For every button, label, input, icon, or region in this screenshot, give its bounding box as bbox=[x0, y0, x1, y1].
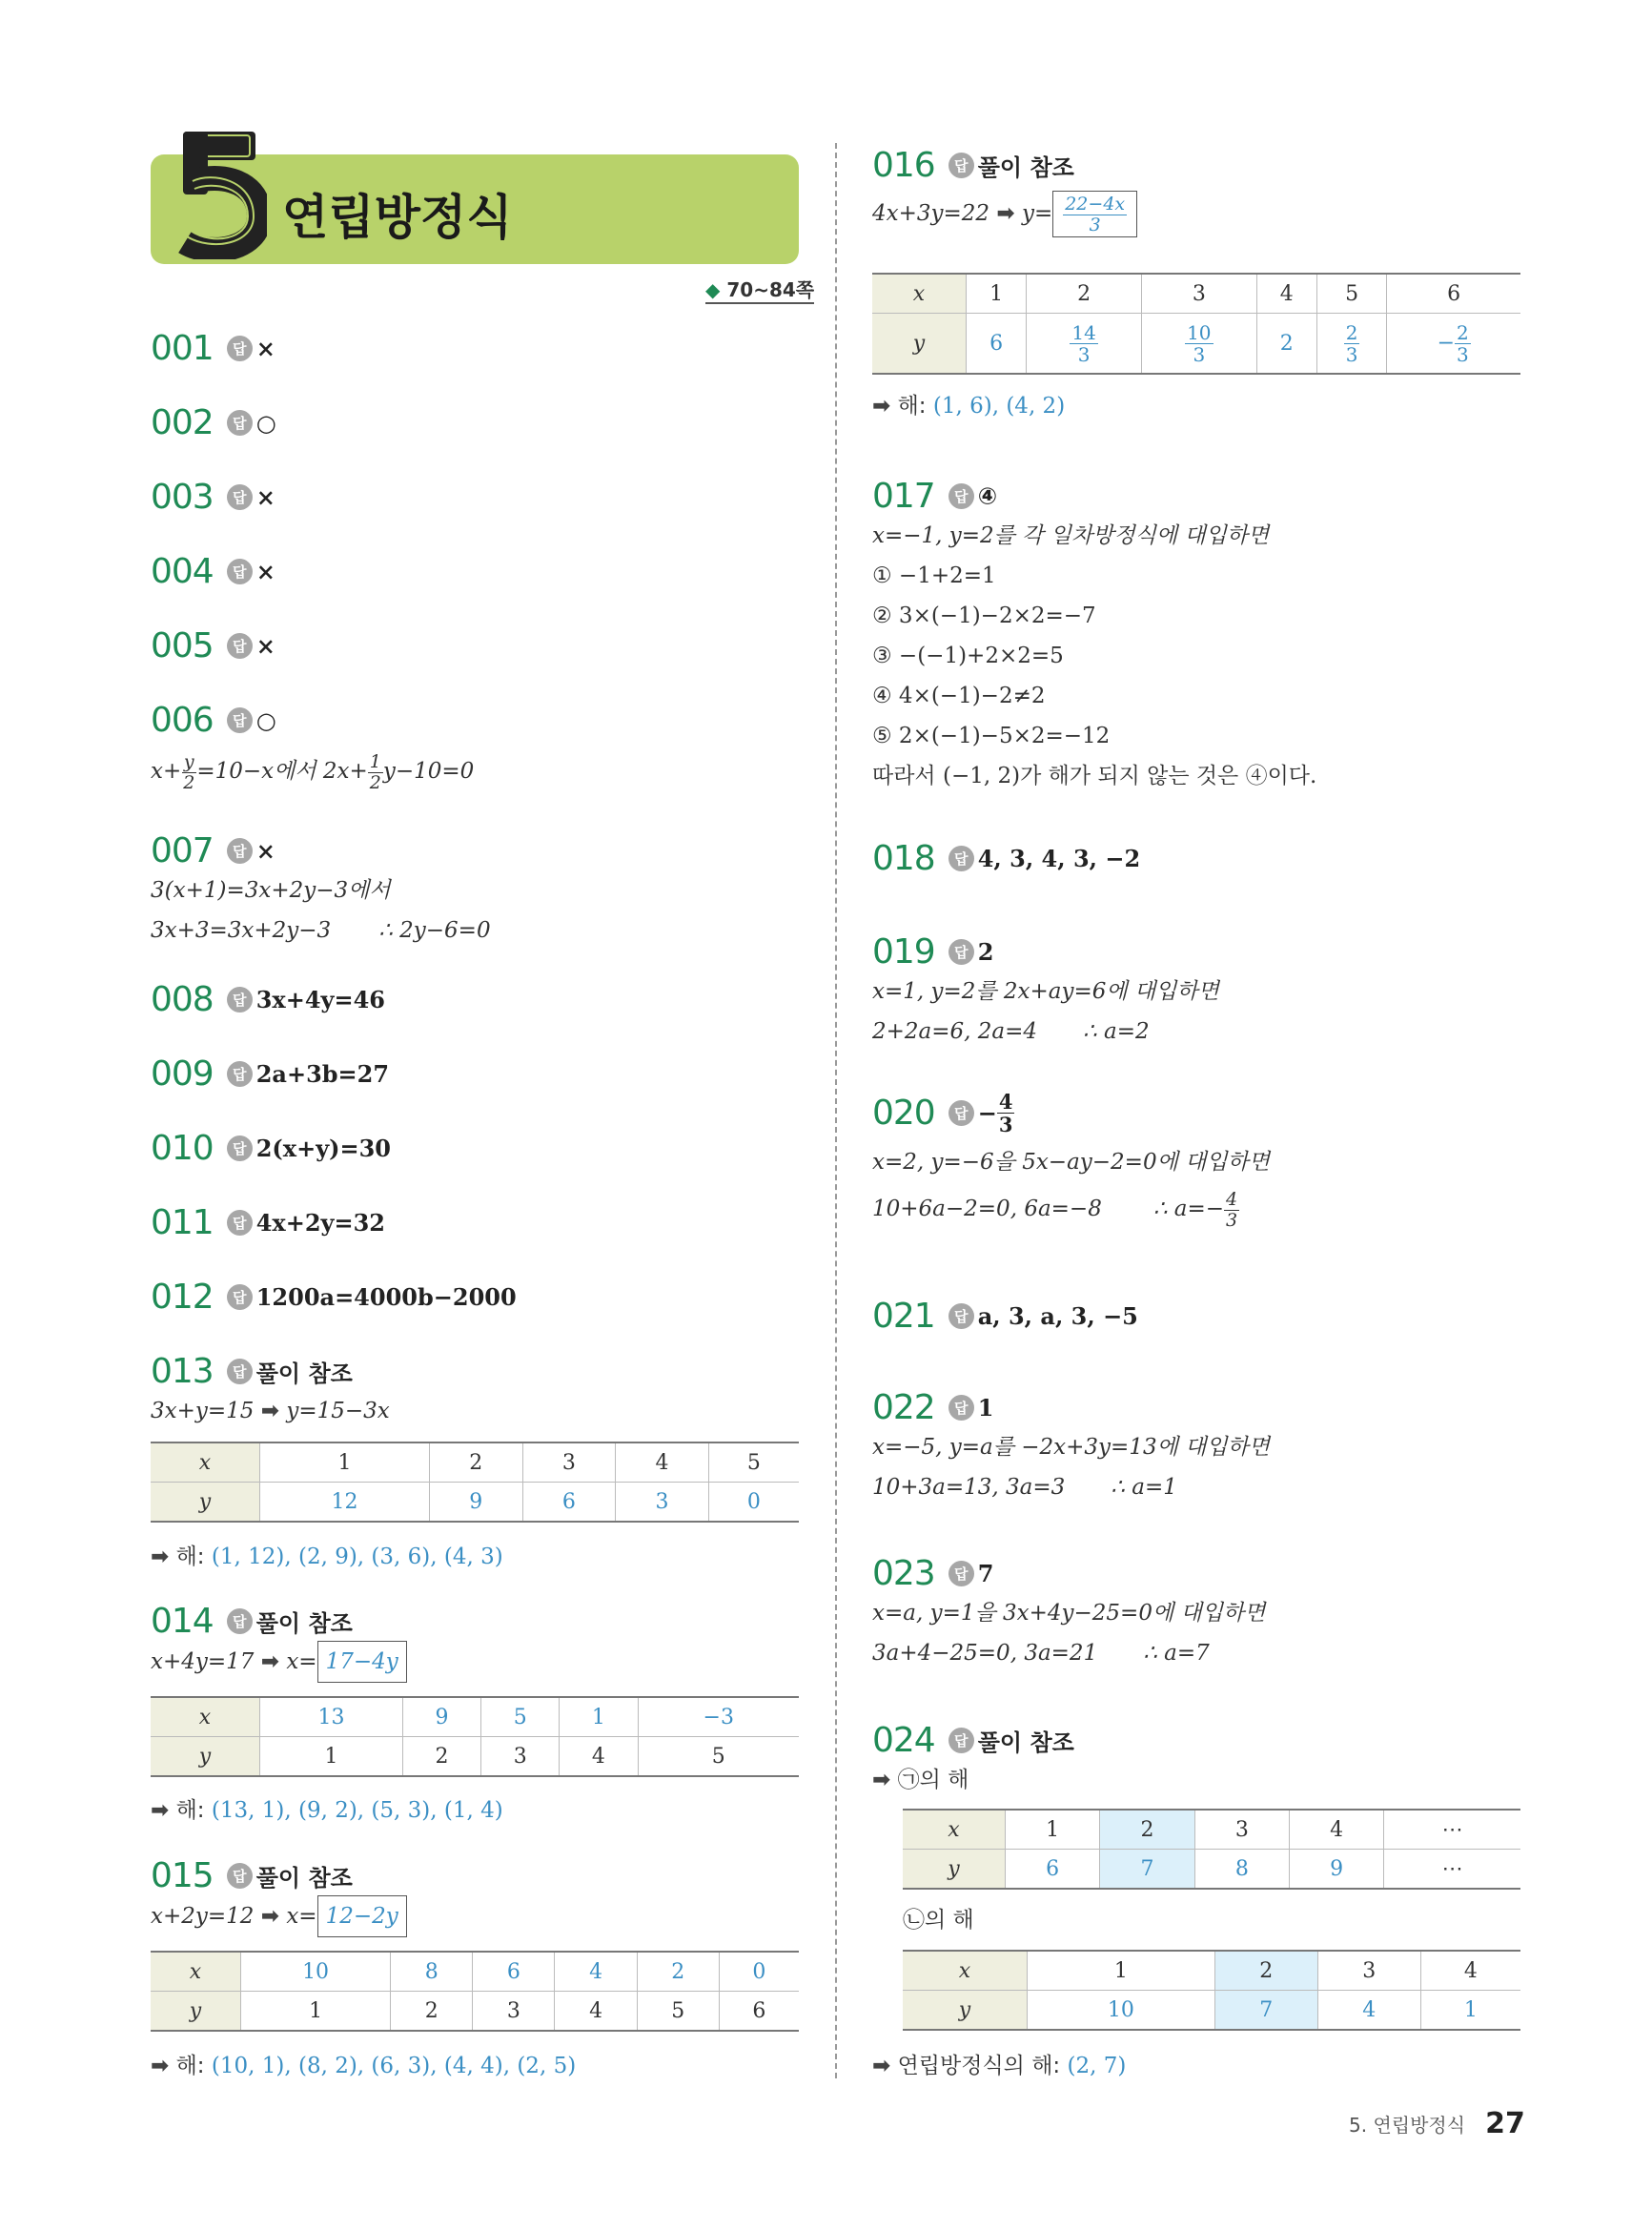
cell: 6 bbox=[473, 1952, 555, 1992]
item-number: 022 bbox=[872, 1388, 935, 1427]
cell: 6 bbox=[1006, 1850, 1100, 1890]
cell: 1 bbox=[260, 1737, 403, 1777]
item-number: 007 bbox=[151, 831, 214, 870]
cell: 9 bbox=[1289, 1850, 1383, 1890]
item-021 bbox=[872, 1297, 1520, 1336]
right-arrow-icon: ➡ bbox=[260, 1649, 280, 1674]
answer-badge-icon: 답 bbox=[227, 707, 253, 733]
answer-badge-icon: 답 bbox=[227, 559, 253, 584]
answer: ④ bbox=[977, 482, 998, 510]
explanation-line: x=−1, y=2를 각 일차방정식에 대입하면 bbox=[872, 523, 1270, 548]
item-number: 011 bbox=[151, 1203, 214, 1242]
item-024 bbox=[872, 1721, 1520, 1800]
answer-badge-icon: 답 bbox=[227, 1284, 253, 1310]
item-014 bbox=[151, 1602, 799, 1683]
chapter-number-graphic bbox=[172, 126, 267, 263]
cell: 10 bbox=[241, 1952, 391, 1992]
header-y: y bbox=[151, 1483, 260, 1523]
table-014 bbox=[151, 1696, 799, 1777]
explanation-line: x=a, y=1을 3x+4y−25=0에 대입하면 bbox=[872, 1601, 1266, 1626]
cell: 4 bbox=[1420, 1951, 1520, 1991]
item-number: 003 bbox=[151, 478, 214, 517]
denominator: 2 bbox=[183, 771, 195, 793]
answer-fraction bbox=[997, 1092, 1015, 1135]
explanation-line bbox=[872, 1467, 1520, 1507]
expr: 4x+3y=22 bbox=[872, 201, 990, 226]
cell: 3 bbox=[1194, 1810, 1289, 1850]
answer-badge-icon: 답 bbox=[227, 1863, 253, 1889]
fraction bbox=[1063, 195, 1127, 235]
header-x: x bbox=[872, 274, 967, 314]
cell: −3 bbox=[638, 1697, 799, 1737]
header-y: y bbox=[872, 314, 967, 375]
right-arrow-icon: ➡ bbox=[260, 1399, 280, 1423]
expr: y=15−3x bbox=[286, 1399, 390, 1423]
cell: 6 bbox=[967, 314, 1027, 375]
item-010 bbox=[151, 1129, 799, 1168]
subheading-text: ㉠의 해 bbox=[897, 1768, 969, 1792]
item-013 bbox=[151, 1352, 799, 1431]
expr: 10+6a−2=0, 6a=−8 bbox=[872, 1197, 1102, 1221]
expr: ∴ a=1 bbox=[1111, 1475, 1177, 1500]
cell: 5 bbox=[708, 1442, 799, 1483]
cell: 3 bbox=[616, 1483, 709, 1523]
right-arrow-icon: ➡ bbox=[872, 2054, 891, 2078]
cell-fraction bbox=[1141, 314, 1256, 375]
answer-badge-icon: 답 bbox=[227, 838, 253, 864]
answer-badge-icon: 답 bbox=[227, 987, 253, 1013]
item-number: 019 bbox=[872, 932, 935, 972]
cell-fraction: − $\frac{2}{3}$ bbox=[1387, 314, 1520, 375]
explanation-line bbox=[151, 1895, 799, 1937]
solution-013 bbox=[151, 1537, 799, 1577]
numerator: 2 bbox=[1457, 320, 1469, 344]
item-number: 001 bbox=[151, 329, 214, 368]
answer: 2a+3b=27 bbox=[255, 1060, 390, 1088]
answer-badge-icon: 답 bbox=[948, 483, 974, 509]
answer: 2 bbox=[977, 938, 994, 966]
cell: 3 bbox=[1317, 1951, 1420, 1991]
item-number: 004 bbox=[151, 552, 214, 591]
answer: 3x+4y=46 bbox=[255, 986, 385, 1013]
answer-badge-icon: 답 bbox=[948, 1561, 974, 1586]
expr: ∴ 2y−6=0 bbox=[378, 918, 491, 943]
solution-016 bbox=[872, 386, 1520, 426]
subheading-1 bbox=[872, 1760, 1520, 1800]
item-008 bbox=[151, 980, 799, 1019]
explanation-line bbox=[872, 1012, 1520, 1052]
explanation-line bbox=[151, 1641, 799, 1683]
option-1: ① −1+2=1 bbox=[872, 563, 996, 588]
answer: × bbox=[255, 837, 275, 865]
expr: ∴ a=7 bbox=[1143, 1641, 1210, 1666]
sol-label: 해: bbox=[175, 1545, 205, 1569]
cube-icon: ◆ bbox=[705, 278, 721, 301]
sol-value: (1, 6), (4, 2) bbox=[932, 394, 1066, 419]
answer: 7 bbox=[977, 1560, 994, 1587]
numerator: 10 bbox=[1187, 320, 1212, 344]
item-number: 017 bbox=[872, 477, 935, 516]
cell: 2 bbox=[637, 1952, 719, 1992]
answer: a, 3, a, 3, −5 bbox=[977, 1302, 1138, 1330]
expr: ∴ a=2 bbox=[1083, 1019, 1150, 1044]
denominator: 3 bbox=[1089, 214, 1101, 235]
final-label: 연립방정식의 해: bbox=[897, 2054, 1061, 2078]
answer-badge-icon: 답 bbox=[948, 1100, 974, 1126]
item-020 bbox=[872, 1092, 1520, 1236]
item-number: 024 bbox=[872, 1721, 935, 1760]
explanation-line bbox=[872, 1182, 1520, 1236]
cell: 4 bbox=[616, 1442, 709, 1483]
solution-014 bbox=[151, 1790, 799, 1831]
expr: 3a+4−25=0, 3a=21 bbox=[872, 1641, 1098, 1666]
final-solution bbox=[872, 2046, 1520, 2086]
cell: 1 bbox=[260, 1442, 430, 1483]
sol-value: (1, 12), (2, 9), (3, 6), (4, 3) bbox=[211, 1545, 503, 1569]
answer: 풀이 참조 bbox=[255, 1361, 353, 1387]
explanation-line bbox=[872, 191, 1520, 237]
explanation-line: x=−5, y=a를 −2x+3y=13에 대입하면 bbox=[872, 1435, 1270, 1460]
right-arrow-icon: ➡ bbox=[151, 1798, 170, 1823]
cell: 1 bbox=[560, 1697, 638, 1737]
answer: 풀이 참조 bbox=[255, 1610, 353, 1637]
answer-badge-icon: 답 bbox=[948, 1395, 974, 1421]
item-017 bbox=[872, 477, 1520, 796]
explanation-line: 3(x+1)=3x+2y−3에서 bbox=[151, 878, 391, 903]
cell-highlight: 2 bbox=[1100, 1810, 1194, 1850]
item-019 bbox=[872, 932, 1520, 1052]
boxed-expr bbox=[1052, 191, 1137, 237]
explanation-line bbox=[872, 1633, 1520, 1673]
item-number: 023 bbox=[872, 1554, 935, 1593]
cell: 2 bbox=[429, 1442, 522, 1483]
option-5: ⑤ 2×(−1)−5×2=−12 bbox=[872, 724, 1111, 748]
denominator: 3 bbox=[1345, 342, 1358, 366]
expr: =10−x에서 2x+ bbox=[196, 759, 368, 784]
header-x: x bbox=[903, 1810, 1006, 1850]
cell: 4 bbox=[560, 1737, 638, 1777]
cell: 3 bbox=[1141, 274, 1256, 314]
cell-fraction bbox=[1027, 314, 1142, 375]
answer-badge-icon: 답 bbox=[227, 1135, 253, 1161]
sol-value: (10, 1), (8, 2), (6, 3), (4, 4), (2, 5) bbox=[211, 2054, 577, 2078]
denominator: 3 bbox=[998, 1113, 1013, 1136]
item-number: 018 bbox=[872, 839, 935, 878]
denominator: 3 bbox=[1457, 342, 1469, 366]
table-024-a bbox=[903, 1809, 1520, 1890]
answer-badge-icon: 답 bbox=[227, 1359, 253, 1384]
fraction bbox=[181, 750, 196, 793]
option-2: ② 3×(−1)−2×2=−7 bbox=[872, 604, 1096, 628]
boxed-expr: 12−2y bbox=[317, 1895, 407, 1937]
cell-highlight: 7 bbox=[1214, 1991, 1317, 2031]
answer-badge-icon: 답 bbox=[948, 1728, 974, 1753]
column-divider bbox=[835, 143, 837, 2078]
answer-badge-icon: 답 bbox=[227, 1210, 253, 1236]
answer-badge-icon: 답 bbox=[227, 484, 253, 510]
expr: x+ bbox=[151, 759, 182, 784]
item-004 bbox=[151, 552, 799, 591]
final-value: (2, 7) bbox=[1067, 2054, 1127, 2078]
item-number: 002 bbox=[151, 403, 214, 442]
answer-badge-icon: 답 bbox=[948, 153, 974, 178]
cell: 3 bbox=[522, 1442, 616, 1483]
item-001 bbox=[151, 329, 799, 368]
explanation-line bbox=[151, 751, 799, 792]
fraction bbox=[368, 750, 383, 793]
page-range bbox=[705, 275, 814, 304]
header-x: x bbox=[151, 1697, 260, 1737]
table-013 bbox=[151, 1442, 799, 1523]
item-022 bbox=[872, 1388, 1520, 1507]
expr: x+2y=12 bbox=[151, 1904, 255, 1929]
option-4: ④ 4×(−1)−2≠2 bbox=[872, 684, 1046, 708]
denominator: 3 bbox=[1077, 342, 1091, 366]
item-002 bbox=[151, 403, 799, 442]
expr: y−10=0 bbox=[382, 759, 475, 784]
cell: 2 bbox=[391, 1992, 473, 2032]
numerator: 2 bbox=[1345, 320, 1358, 344]
page-number: 27 bbox=[1485, 2107, 1525, 2140]
header-y: y bbox=[151, 1992, 241, 2032]
explanation-line: x=2, y=−6을 5x−ay−2=0에 대입하면 bbox=[872, 1150, 1270, 1175]
header-x: x bbox=[151, 1952, 241, 1992]
item-number: 012 bbox=[151, 1278, 214, 1317]
answer: 4x+2y=32 bbox=[255, 1209, 385, 1237]
numerator: 22−4x bbox=[1065, 193, 1126, 215]
numerator: 1 bbox=[369, 750, 381, 772]
sol-label: 해: bbox=[175, 1798, 205, 1823]
item-016 bbox=[872, 146, 1520, 237]
sol-label: 해: bbox=[897, 394, 927, 419]
cell: 4 bbox=[555, 1952, 637, 1992]
subheading-2: ㉡의 해 bbox=[903, 1908, 974, 1933]
cell: 5 bbox=[481, 1697, 560, 1737]
denominator: 3 bbox=[1193, 342, 1206, 366]
item-009 bbox=[151, 1054, 799, 1094]
answer: 4, 3, 4, 3, −2 bbox=[977, 845, 1141, 872]
item-012 bbox=[151, 1278, 799, 1317]
answer: × bbox=[255, 632, 275, 660]
answer: 1 bbox=[977, 1394, 994, 1422]
boxed-expr: 17−4y bbox=[317, 1641, 407, 1683]
explanation-line: x=1, y=2를 2x+ay=6에 대입하면 bbox=[872, 979, 1219, 1004]
item-005 bbox=[151, 626, 799, 665]
footer-chapter: 5. 연립방정식 bbox=[1349, 2114, 1466, 2137]
answer-badge-icon: 답 bbox=[227, 1061, 253, 1087]
item-number: 015 bbox=[151, 1856, 214, 1895]
item-007 bbox=[151, 831, 799, 951]
expr: x= bbox=[286, 1904, 317, 1929]
cell-highlight: 2 bbox=[1214, 1951, 1317, 1991]
item-number: 008 bbox=[151, 980, 214, 1019]
cell: 5 bbox=[637, 1992, 719, 2032]
cell: 12 bbox=[260, 1483, 430, 1523]
table-016 bbox=[872, 273, 1520, 375]
cell: 6 bbox=[522, 1483, 616, 1523]
cell: 4 bbox=[1289, 1810, 1383, 1850]
solution-015 bbox=[151, 2046, 799, 2086]
item-011 bbox=[151, 1203, 799, 1242]
explanation-line bbox=[151, 1391, 799, 1431]
answer: × bbox=[255, 483, 275, 511]
sol-value: (13, 1), (9, 2), (5, 3), (1, 4) bbox=[211, 1798, 503, 1823]
item-number: 021 bbox=[872, 1297, 935, 1336]
cell: 9 bbox=[429, 1483, 522, 1523]
item-023 bbox=[872, 1554, 1520, 1673]
chapter-title: 연립방정식 bbox=[282, 190, 513, 245]
cell: 1 bbox=[241, 1992, 391, 2032]
answer: 풀이 참조 bbox=[977, 154, 1074, 181]
item-number: 016 bbox=[872, 146, 935, 185]
numerator: y bbox=[183, 750, 194, 772]
cell: 1 bbox=[1420, 1991, 1520, 2031]
expr: 2+2a=6, 2a=4 bbox=[872, 1019, 1038, 1044]
cell: 8 bbox=[1194, 1850, 1289, 1890]
fraction bbox=[1224, 1188, 1239, 1231]
cell: 4 bbox=[1256, 274, 1316, 314]
cell: 6 bbox=[1387, 274, 1520, 314]
page-range-text: 70~84쪽 bbox=[726, 278, 815, 301]
numerator: 14 bbox=[1071, 320, 1096, 344]
answer-badge-icon: 답 bbox=[948, 846, 974, 871]
explanation-line bbox=[151, 910, 799, 951]
cell: 13 bbox=[260, 1697, 403, 1737]
item-015 bbox=[151, 1856, 799, 1937]
cell: 2 bbox=[1027, 274, 1142, 314]
expr: 3x+3=3x+2y−3 bbox=[151, 918, 332, 943]
header-y: y bbox=[151, 1737, 260, 1777]
footer bbox=[1349, 2107, 1525, 2140]
cell: 4 bbox=[1317, 1991, 1420, 2031]
item-number: 006 bbox=[151, 701, 214, 740]
right-arrow-icon: ➡ bbox=[151, 2054, 170, 2078]
item-number: 010 bbox=[151, 1129, 214, 1168]
cell: ⋯ bbox=[1384, 1850, 1520, 1890]
expr: ∴ a=− bbox=[1152, 1197, 1225, 1221]
expr: 10+3a=13, 3a=3 bbox=[872, 1475, 1066, 1500]
header-y: y bbox=[903, 1850, 1006, 1890]
cell: 5 bbox=[1316, 274, 1386, 314]
cell: 10 bbox=[1028, 1991, 1215, 2031]
answer-sign: − bbox=[977, 1099, 997, 1127]
denominator: 2 bbox=[369, 771, 381, 793]
item-006 bbox=[151, 701, 799, 792]
cell: 4 bbox=[555, 1992, 637, 2032]
cell: ⋯ bbox=[1384, 1810, 1520, 1850]
expr: x= bbox=[286, 1649, 317, 1674]
numerator: 4 bbox=[1226, 1188, 1238, 1210]
cell: 0 bbox=[719, 1952, 799, 1992]
answer-badge-icon: 답 bbox=[227, 1608, 253, 1634]
denominator: 3 bbox=[1226, 1209, 1238, 1231]
cell: 1 bbox=[1028, 1951, 1215, 1991]
cell: 5 bbox=[638, 1737, 799, 1777]
expr: 3x+y=15 bbox=[151, 1399, 255, 1423]
cell: 3 bbox=[473, 1992, 555, 2032]
answer: × bbox=[255, 558, 275, 585]
answer-badge-icon: 답 bbox=[227, 410, 253, 436]
answer: 1200a=4000b−2000 bbox=[255, 1283, 517, 1311]
answer-badge-icon: 답 bbox=[227, 336, 253, 361]
sol-label: 해: bbox=[175, 2054, 205, 2078]
cell: 1 bbox=[967, 274, 1027, 314]
item-018 bbox=[872, 839, 1520, 878]
answer-badge-icon: 답 bbox=[227, 633, 253, 659]
cell: 8 bbox=[391, 1952, 473, 1992]
right-arrow-icon: ➡ bbox=[151, 1545, 170, 1569]
answer-badge-icon: 답 bbox=[948, 1303, 974, 1329]
answer-badge-icon: 답 bbox=[948, 939, 974, 965]
cell: 2 bbox=[1256, 314, 1316, 375]
right-arrow-icon: ➡ bbox=[996, 201, 1015, 226]
item-number: 013 bbox=[151, 1352, 214, 1391]
item-number: 005 bbox=[151, 626, 214, 665]
item-number: 009 bbox=[151, 1054, 214, 1094]
right-arrow-icon: ➡ bbox=[260, 1904, 280, 1929]
table-024-b bbox=[903, 1950, 1520, 2031]
answer: × bbox=[255, 335, 275, 362]
expr: x+4y=17 bbox=[151, 1649, 255, 1674]
header-x: x bbox=[151, 1442, 260, 1483]
cell: 3 bbox=[481, 1737, 560, 1777]
cell-fraction bbox=[1316, 314, 1386, 375]
right-arrow-icon: ➡ bbox=[872, 1768, 891, 1792]
item-003 bbox=[151, 478, 799, 517]
answer: 풀이 참조 bbox=[977, 1729, 1074, 1756]
right-arrow-icon: ➡ bbox=[872, 394, 891, 419]
answer: 풀이 참조 bbox=[255, 1865, 353, 1892]
answer: 2(x+y)=30 bbox=[255, 1135, 391, 1162]
answer: ○ bbox=[255, 706, 276, 734]
table-015 bbox=[151, 1951, 799, 2032]
cell: 1 bbox=[1006, 1810, 1100, 1850]
answer: ○ bbox=[255, 409, 276, 437]
item-number: 014 bbox=[151, 1602, 214, 1641]
conclusion: 따라서 (−1, 2)가 해가 되지 않는 것은 ④이다. bbox=[872, 764, 1317, 788]
cell-highlight: 7 bbox=[1100, 1850, 1194, 1890]
cell: 9 bbox=[402, 1697, 480, 1737]
option-3: ③ −(−1)+2×2=5 bbox=[872, 644, 1064, 668]
header-y: y bbox=[903, 1991, 1028, 2031]
item-number: 020 bbox=[872, 1094, 935, 1133]
cell: 2 bbox=[402, 1737, 480, 1777]
expr: y= bbox=[1021, 201, 1053, 226]
cell: 6 bbox=[719, 1992, 799, 2032]
cell: 0 bbox=[708, 1483, 799, 1523]
header-x: x bbox=[903, 1951, 1028, 1991]
numerator: 4 bbox=[998, 1090, 1013, 1114]
